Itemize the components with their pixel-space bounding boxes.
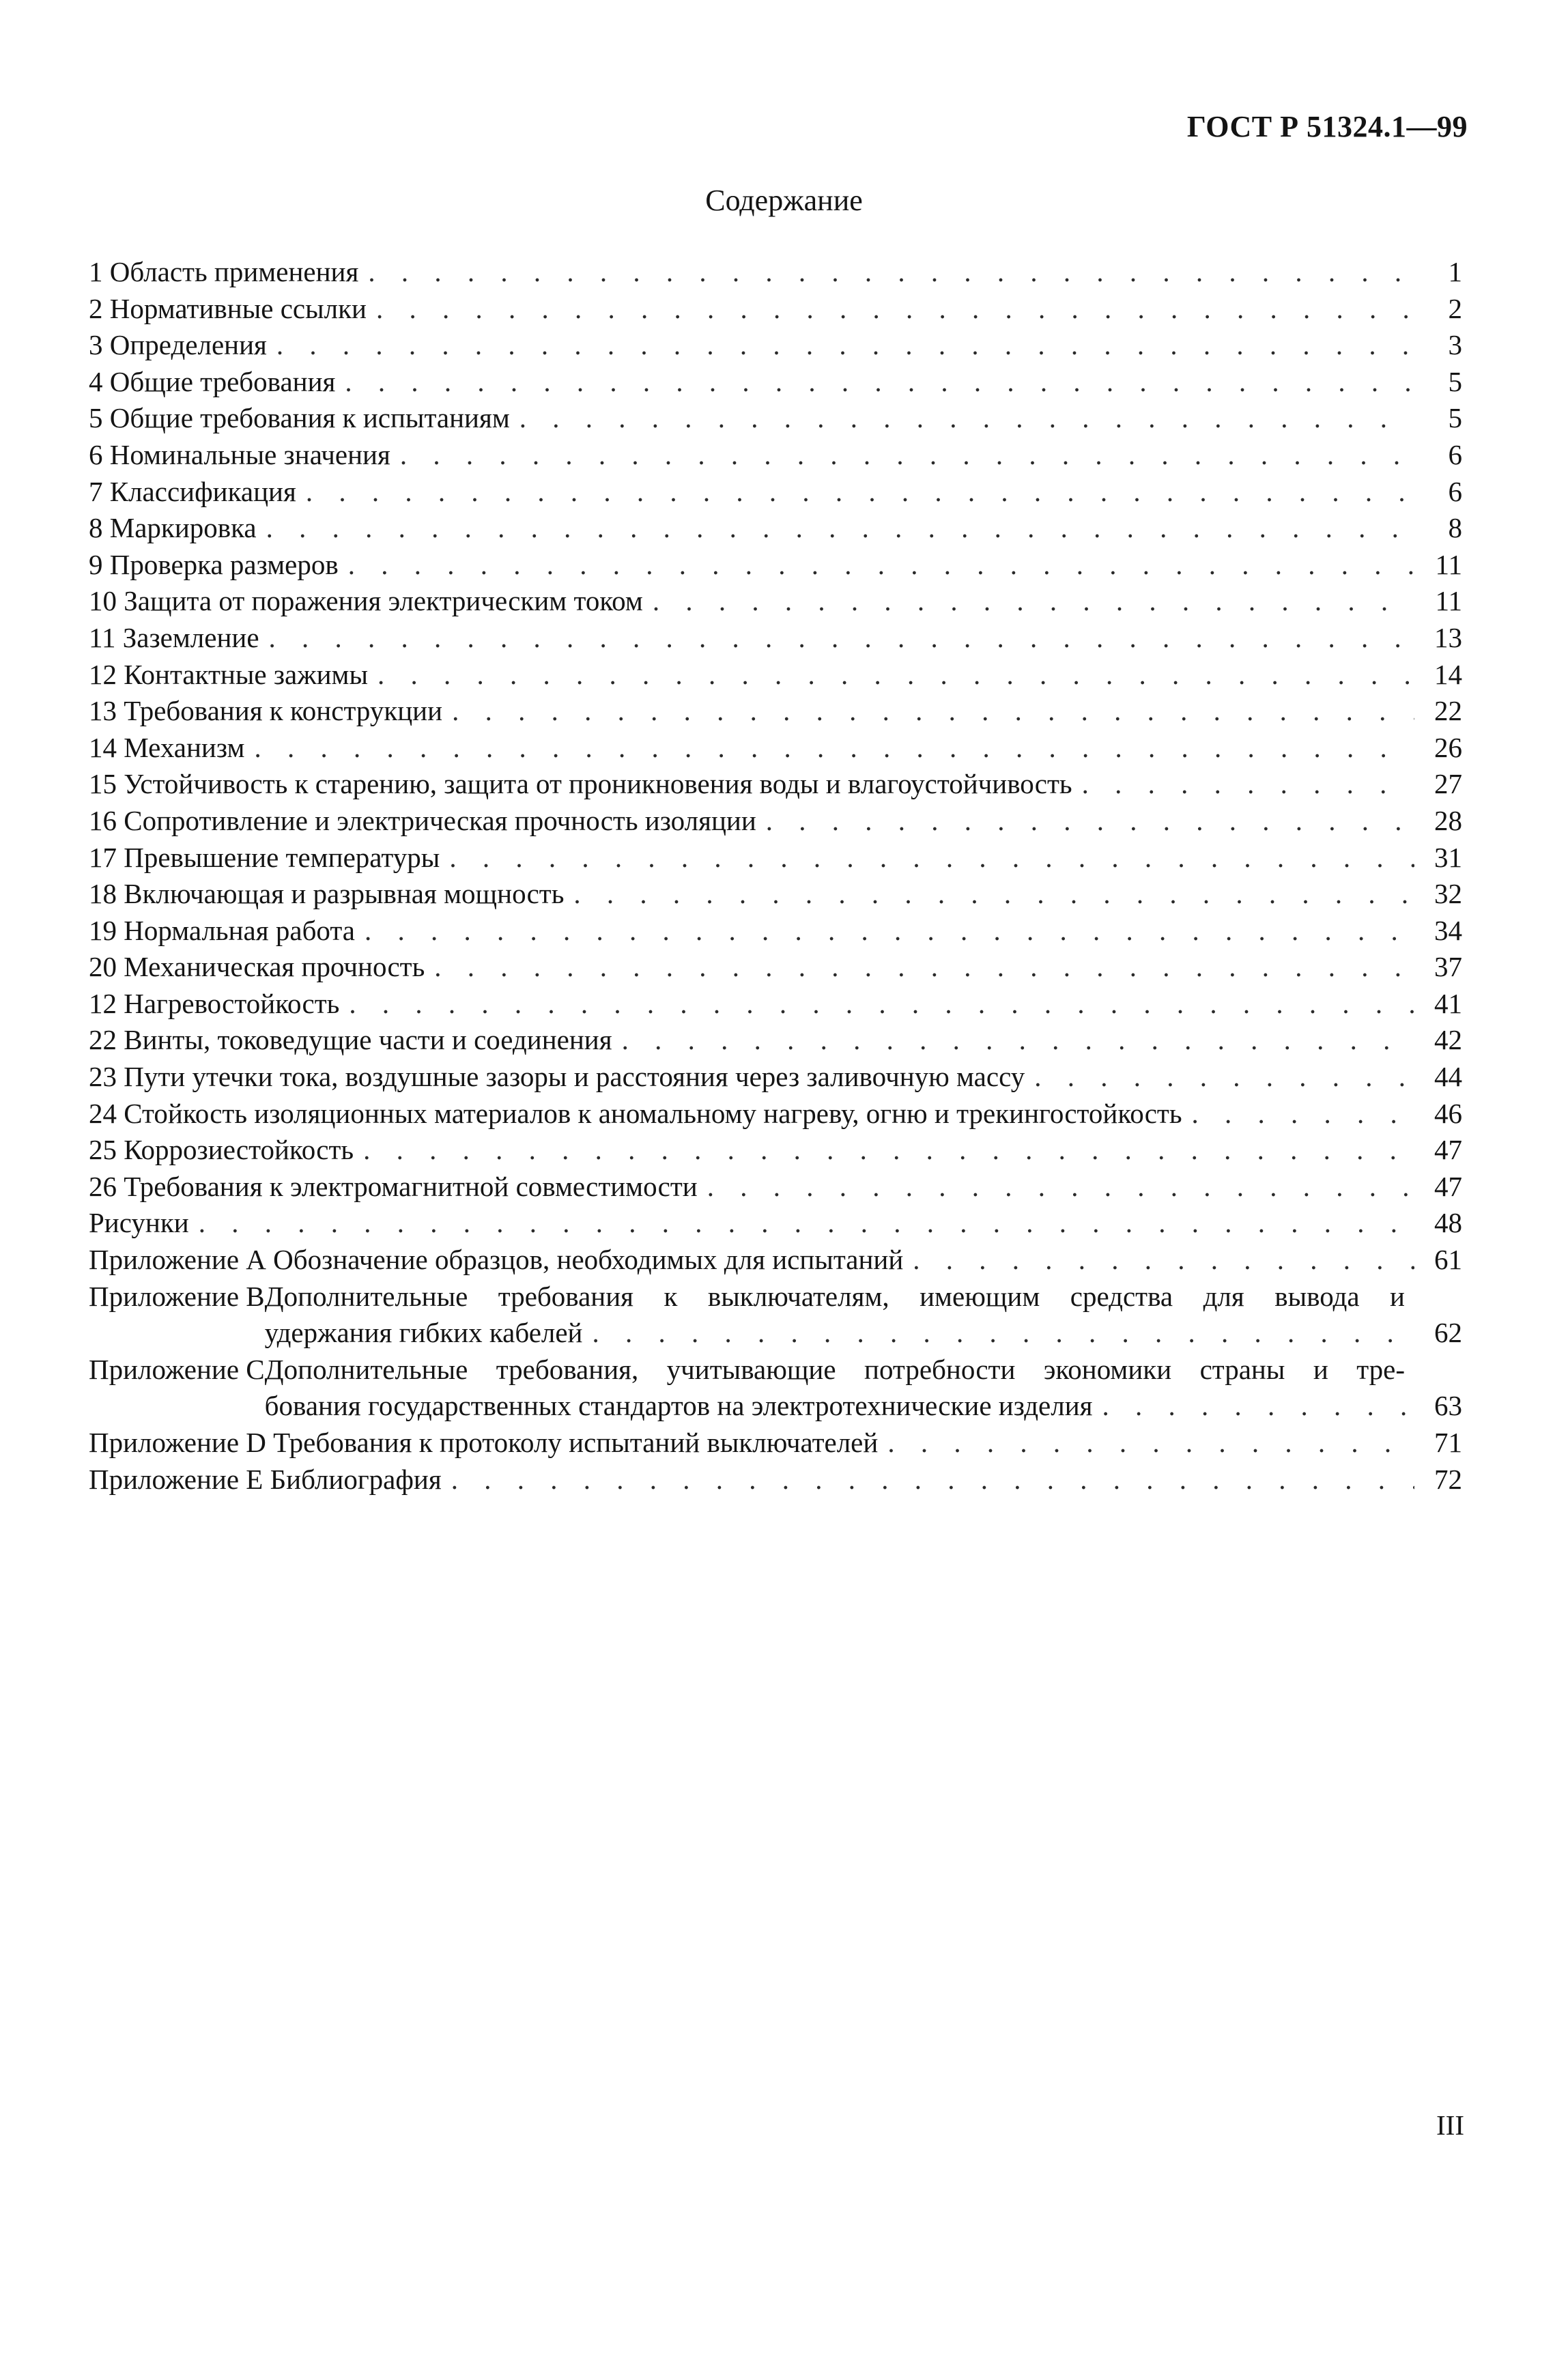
- toc-entry-page: 37: [1434, 951, 1462, 983]
- toc-entry-page: 72: [1434, 1463, 1462, 1495]
- dot-leader: [368, 657, 1414, 694]
- dot-leader: [643, 583, 1414, 620]
- toc-entry: [89, 364, 1462, 401]
- toc-entry-label: 11 Заземление: [89, 621, 259, 653]
- dot-leader: [1093, 1388, 1414, 1425]
- dot-leader: [442, 1462, 1414, 1498]
- toc-annex-entry: [89, 1279, 1462, 1352]
- toc-entry: [89, 474, 1462, 511]
- toc-entry: [89, 657, 1462, 694]
- toc-entry-page: 13: [1434, 621, 1462, 653]
- toc-entry: [89, 840, 1462, 877]
- toc-entry-page: 31: [1434, 841, 1462, 873]
- dot-leader: [257, 510, 1414, 547]
- dot-leader: [339, 986, 1414, 1023]
- toc-entry-page: 8: [1448, 512, 1462, 544]
- annex-title-line: удержания гибких кабелей: [264, 1317, 583, 1349]
- toc-entry: [89, 327, 1462, 364]
- annex-title-line: Дополнительные требования к выключателям, имеющим средства для вывода и: [264, 1280, 1405, 1312]
- dot-leader: [1072, 766, 1414, 803]
- toc-entry-page: 22: [1434, 695, 1462, 727]
- toc-entry-page: 32: [1434, 878, 1462, 910]
- dot-leader: [442, 693, 1414, 730]
- dot-leader: [756, 803, 1414, 840]
- dot-leader: [878, 1425, 1414, 1462]
- dot-leader: [335, 364, 1414, 401]
- toc-entry-page: 42: [1434, 1024, 1462, 1056]
- dot-leader: [425, 949, 1414, 986]
- toc-entry-label: 25 Коррозиестойкость: [89, 1134, 354, 1166]
- toc-entry-page: 26: [1434, 731, 1462, 763]
- toc-entry-page: 3: [1448, 329, 1462, 361]
- dot-leader: [189, 1205, 1414, 1242]
- toc-entry-label: 12 Нагревостойкость: [89, 987, 340, 1019]
- toc-entry-label: 14 Механизм: [89, 731, 245, 763]
- toc-entry: [89, 254, 1462, 291]
- toc-entry-label: Приложение Е Библиография: [89, 1463, 442, 1495]
- toc-entry: [89, 1132, 1462, 1169]
- toc-entry: [89, 291, 1462, 328]
- toc-entry: [89, 949, 1462, 986]
- toc-entry-label: 23 Пути утечки тока, воздушные зазоры и расстояния через заливочную массу: [89, 1061, 1025, 1093]
- toc-entry: [89, 1022, 1462, 1059]
- dot-leader: [1025, 1059, 1414, 1096]
- toc-entry-label: Приложение А Обозначение образцов, необходимых для испытаний: [89, 1244, 904, 1276]
- toc-entry-label: 26 Требования к электромагнитной совместимости: [89, 1170, 698, 1202]
- toc-entry: [89, 437, 1462, 474]
- toc-entry-label: 24 Стойкость изоляционных материалов к аномальному нагреву, огню и трекингостойкость: [89, 1097, 1182, 1129]
- annex-prefix: Приложение С: [89, 1353, 265, 1385]
- annex-body: [265, 1279, 1462, 1352]
- toc-entry: [89, 803, 1462, 840]
- toc-entry-page: 48: [1434, 1207, 1462, 1239]
- toc-entry-page: 62: [1434, 1317, 1462, 1349]
- toc-entry: [89, 913, 1462, 950]
- toc-entry-label: 1 Область применения: [89, 256, 359, 287]
- dot-leader: [583, 1315, 1415, 1352]
- toc-entry-page: 6: [1448, 438, 1462, 470]
- toc-entry: [89, 876, 1462, 913]
- toc-entry-page: 11: [1435, 585, 1462, 617]
- annex-title-last-line: [265, 1388, 1462, 1425]
- dot-leader: [510, 400, 1414, 437]
- toc-entry-page: 5: [1448, 365, 1462, 397]
- dot-leader: [267, 327, 1414, 364]
- dot-leader: [612, 1022, 1414, 1059]
- annex-body: [265, 1352, 1462, 1425]
- toc-entry: [89, 1059, 1462, 1096]
- toc-entry-page: 46: [1434, 1097, 1462, 1129]
- annex-title-line: Дополнительные требования, учитывающие потребности экономики страны и тре-: [264, 1353, 1405, 1385]
- page-number: III: [1436, 2109, 1464, 2141]
- toc-entry-page: 63: [1434, 1390, 1462, 1422]
- toc-entry-label: 6 Номинальные значения: [89, 438, 390, 470]
- toc-entry-page: 41: [1434, 987, 1462, 1019]
- toc-entry-page: 34: [1434, 914, 1462, 946]
- toc-entry-page: 11: [1435, 548, 1462, 580]
- dot-leader: [698, 1169, 1414, 1206]
- document-code: ГОСТ Р 51324.1—99: [1186, 110, 1468, 143]
- toc-entry: [89, 1096, 1462, 1133]
- toc-entry-label: 7 Классификация: [89, 475, 296, 507]
- toc-entry: [89, 400, 1462, 437]
- toc-entry-label: 17 Превышение температуры: [89, 841, 440, 873]
- toc-entry-page: 47: [1434, 1134, 1462, 1166]
- toc-entry-label: 9 Проверка размеров: [89, 548, 339, 580]
- dot-leader: [259, 620, 1414, 657]
- toc-entry-label: 13 Требования к конструкции: [89, 695, 443, 727]
- toc-entry-page: 27: [1434, 768, 1462, 800]
- dot-leader: [296, 474, 1414, 511]
- toc-entry-label: 8 Маркировка: [89, 512, 257, 544]
- toc-entry: [89, 1425, 1462, 1462]
- table-of-contents: [89, 254, 1462, 1498]
- dot-leader: [358, 254, 1414, 291]
- toc-entry-page: 44: [1434, 1061, 1462, 1093]
- toc-entry-label: 3 Определения: [89, 329, 267, 361]
- dot-leader: [390, 437, 1414, 474]
- dot-leader: [339, 547, 1414, 584]
- dot-leader: [564, 876, 1414, 913]
- toc-entry-page: 61: [1434, 1244, 1462, 1276]
- toc-heading: Содержание: [705, 184, 863, 217]
- dot-leader: [903, 1242, 1414, 1279]
- toc-entry: [89, 620, 1462, 657]
- toc-entry-label: 15 Устойчивость к старению, защита от проникновения воды и влагоустойчивость: [89, 768, 1072, 800]
- toc-entry: [89, 510, 1462, 547]
- toc-entry-page: 28: [1434, 804, 1462, 836]
- toc-entry-page: 71: [1434, 1427, 1462, 1458]
- toc-entry-page: 14: [1434, 658, 1462, 690]
- dot-leader: [440, 840, 1414, 877]
- toc-entry: [89, 730, 1462, 767]
- toc-entry-label: Рисунки: [89, 1207, 189, 1239]
- toc-entry: [89, 547, 1462, 584]
- dot-leader: [354, 1132, 1414, 1169]
- toc-entry: [89, 1205, 1462, 1242]
- toc-entry: [89, 766, 1462, 803]
- toc-entry-label: 19 Нормальная работа: [89, 914, 356, 946]
- toc-entry-label: 2 Нормативные ссылки: [89, 292, 367, 324]
- toc-entry-label: 4 Общие требования: [89, 365, 336, 397]
- annex-title-line: бования государственных стандартов на электротехнические изделия: [264, 1390, 1093, 1422]
- toc-annex-entry: [89, 1352, 1462, 1425]
- toc-entry-label: 18 Включающая и разрывная мощность: [89, 878, 565, 910]
- toc-entry: [89, 693, 1462, 730]
- toc-entry: [89, 1242, 1462, 1279]
- toc-entry: [89, 1462, 1462, 1498]
- annex-prefix: Приложение В: [89, 1280, 265, 1312]
- annex-title-last-line: [265, 1315, 1462, 1352]
- toc-entry-page: 5: [1448, 402, 1462, 434]
- toc-entry-label: 5 Общие требования к испытаниям: [89, 402, 510, 434]
- toc-entry-page: 47: [1434, 1170, 1462, 1202]
- toc-entry-label: 20 Механическая прочность: [89, 951, 425, 983]
- toc-entry-page: 1: [1448, 256, 1462, 287]
- toc-entry-label: 10 Защита от поражения электрическим током: [89, 585, 643, 617]
- dot-leader: [367, 291, 1414, 328]
- toc-entry-label: Приложение D Требования к протоколу испытаний выключателей: [89, 1427, 879, 1458]
- toc-entry-label: 12 Контактные зажимы: [89, 658, 368, 690]
- dot-leader: [355, 913, 1414, 950]
- dot-leader: [244, 730, 1414, 767]
- toc-entry-page: 6: [1448, 475, 1462, 507]
- dot-leader: [1182, 1096, 1414, 1133]
- toc-entry-label: 16 Сопротивление и электрическая прочность изоляции: [89, 804, 756, 836]
- toc-entry: [89, 986, 1462, 1023]
- toc-entry-page: 2: [1448, 292, 1462, 324]
- toc-entry-label: 22 Винты, токоведущие части и соединения: [89, 1024, 612, 1056]
- toc-entry: [89, 1169, 1462, 1206]
- toc-entry: [89, 583, 1462, 620]
